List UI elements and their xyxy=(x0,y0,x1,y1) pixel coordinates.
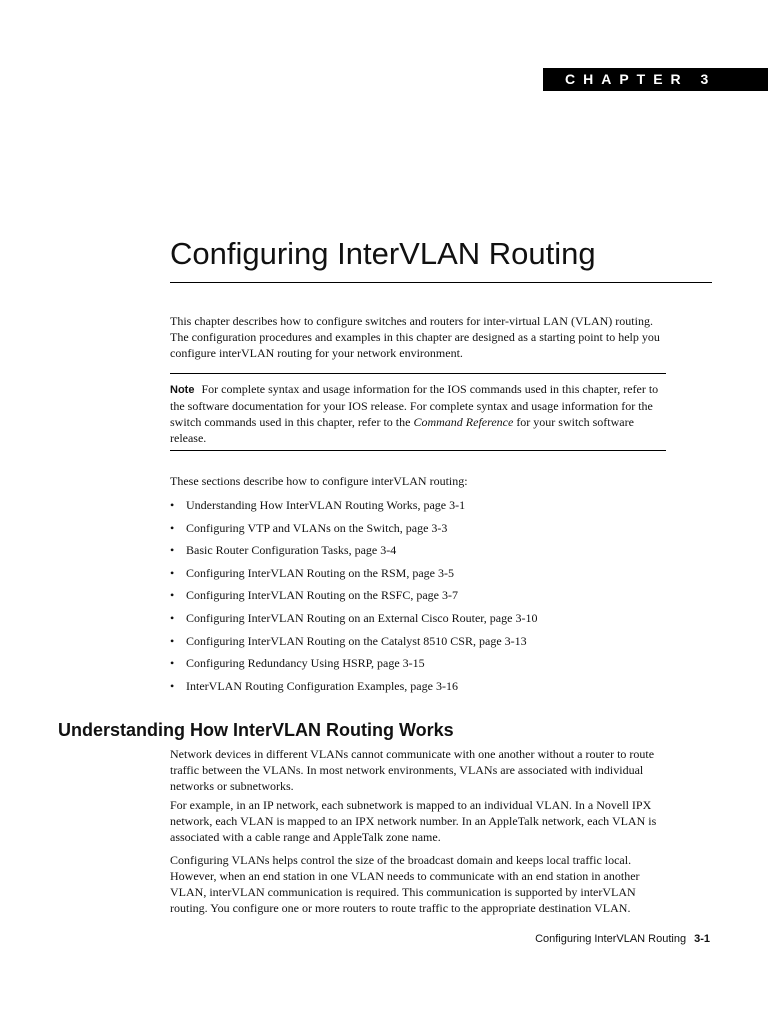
list-item: • InterVLAN Routing Configuration Examples, page 3-16 xyxy=(170,675,690,698)
bullet-icon: • xyxy=(170,610,175,625)
bullet-icon: • xyxy=(170,633,175,648)
section-paragraph-2: For example, in an IP network, each subnetwork is mapped to an individual VLAN. In a Novell IPX network, each VLAN is mapped to an IPX network number. In an AppleTalk network, each VLAN is associated with a cable range and AppleTalk zone name. xyxy=(170,798,657,844)
note-block xyxy=(170,381,670,446)
bullet-icon: • xyxy=(170,656,175,671)
note-rule-top xyxy=(170,373,666,374)
list-item: • Configuring Redundancy Using HSRP, page 3-15 xyxy=(170,652,690,675)
bullet-icon: • xyxy=(170,565,175,580)
note-text-before: For complete syntax and usage information for the IOS commands used in this chapter, refer to the software documentation for your IOS release. For complete syntax and usage information for the switch commands used in this chapter, refer to the xyxy=(170,382,659,429)
list-item: • Understanding How InterVLAN Routing Works, page 3-1 xyxy=(170,494,690,517)
chapter-label: CHAPTER 3 xyxy=(543,68,768,91)
note-rule-bottom xyxy=(170,450,666,451)
page-number: 3-1 xyxy=(694,933,710,945)
title-rule xyxy=(170,282,712,283)
note-italic-reference: Command Reference xyxy=(413,415,514,429)
list-item: • Basic Router Configuration Tasks, page 3-4 xyxy=(170,539,690,562)
list-item: • Configuring InterVLAN Routing on the RSM, page 3-5 xyxy=(170,562,690,585)
list-item: • Configuring VTP and VLANs on the Switch, page 3-3 xyxy=(170,517,690,540)
note-text-after: for your switch software release. xyxy=(170,415,634,445)
note-label: Note xyxy=(170,384,195,396)
section-list xyxy=(170,494,690,697)
bullet-icon: • xyxy=(170,520,175,535)
list-item: • Configuring InterVLAN Routing on the Catalyst 8510 CSR, page 3-13 xyxy=(170,630,690,653)
bullet-icon: • xyxy=(170,543,175,558)
bullet-icon: • xyxy=(170,678,175,693)
bullet-icon: • xyxy=(170,498,175,512)
bullet-icon: • xyxy=(170,588,175,603)
section-paragraph-3: Configuring VLANs helps control the size of the broadcast domain and keeps local traffic local. However, when an end station in one VLAN needs to communicate with an end station in another VLAN, interVLAN communication is required. This communication is supported by interVLAN routing. You configure one or more routers to route traffic to the appropriate destination VLAN. xyxy=(170,853,640,915)
list-item: • Configuring InterVLAN Routing on an External Cisco Router, page 3-10 xyxy=(170,607,690,630)
page-footer xyxy=(535,933,710,945)
sections-intro: These sections describe how to configure interVLAN routing: xyxy=(170,474,468,488)
section-paragraph-1: Network devices in different VLANs cannot communicate with one another without a router to route traffic between the VLANs. In most network environments, VLANs are associated with individual networks or subnetworks. xyxy=(170,747,655,793)
footer-title: Configuring InterVLAN Routing xyxy=(535,933,687,945)
list-item: • Configuring InterVLAN Routing on the RSFC, page 3-7 xyxy=(170,584,690,607)
page-title: Configuring InterVLAN Routing xyxy=(170,236,596,271)
section-heading: Understanding How InterVLAN Routing Works xyxy=(58,720,454,740)
intro-paragraph: This chapter describes how to configure switches and routers for inter-virtual LAN (VLAN) routing. The configuration procedures and examples in this chapter are designed as a starting point to help you configure interVLAN routing for your network environment. xyxy=(170,314,660,360)
